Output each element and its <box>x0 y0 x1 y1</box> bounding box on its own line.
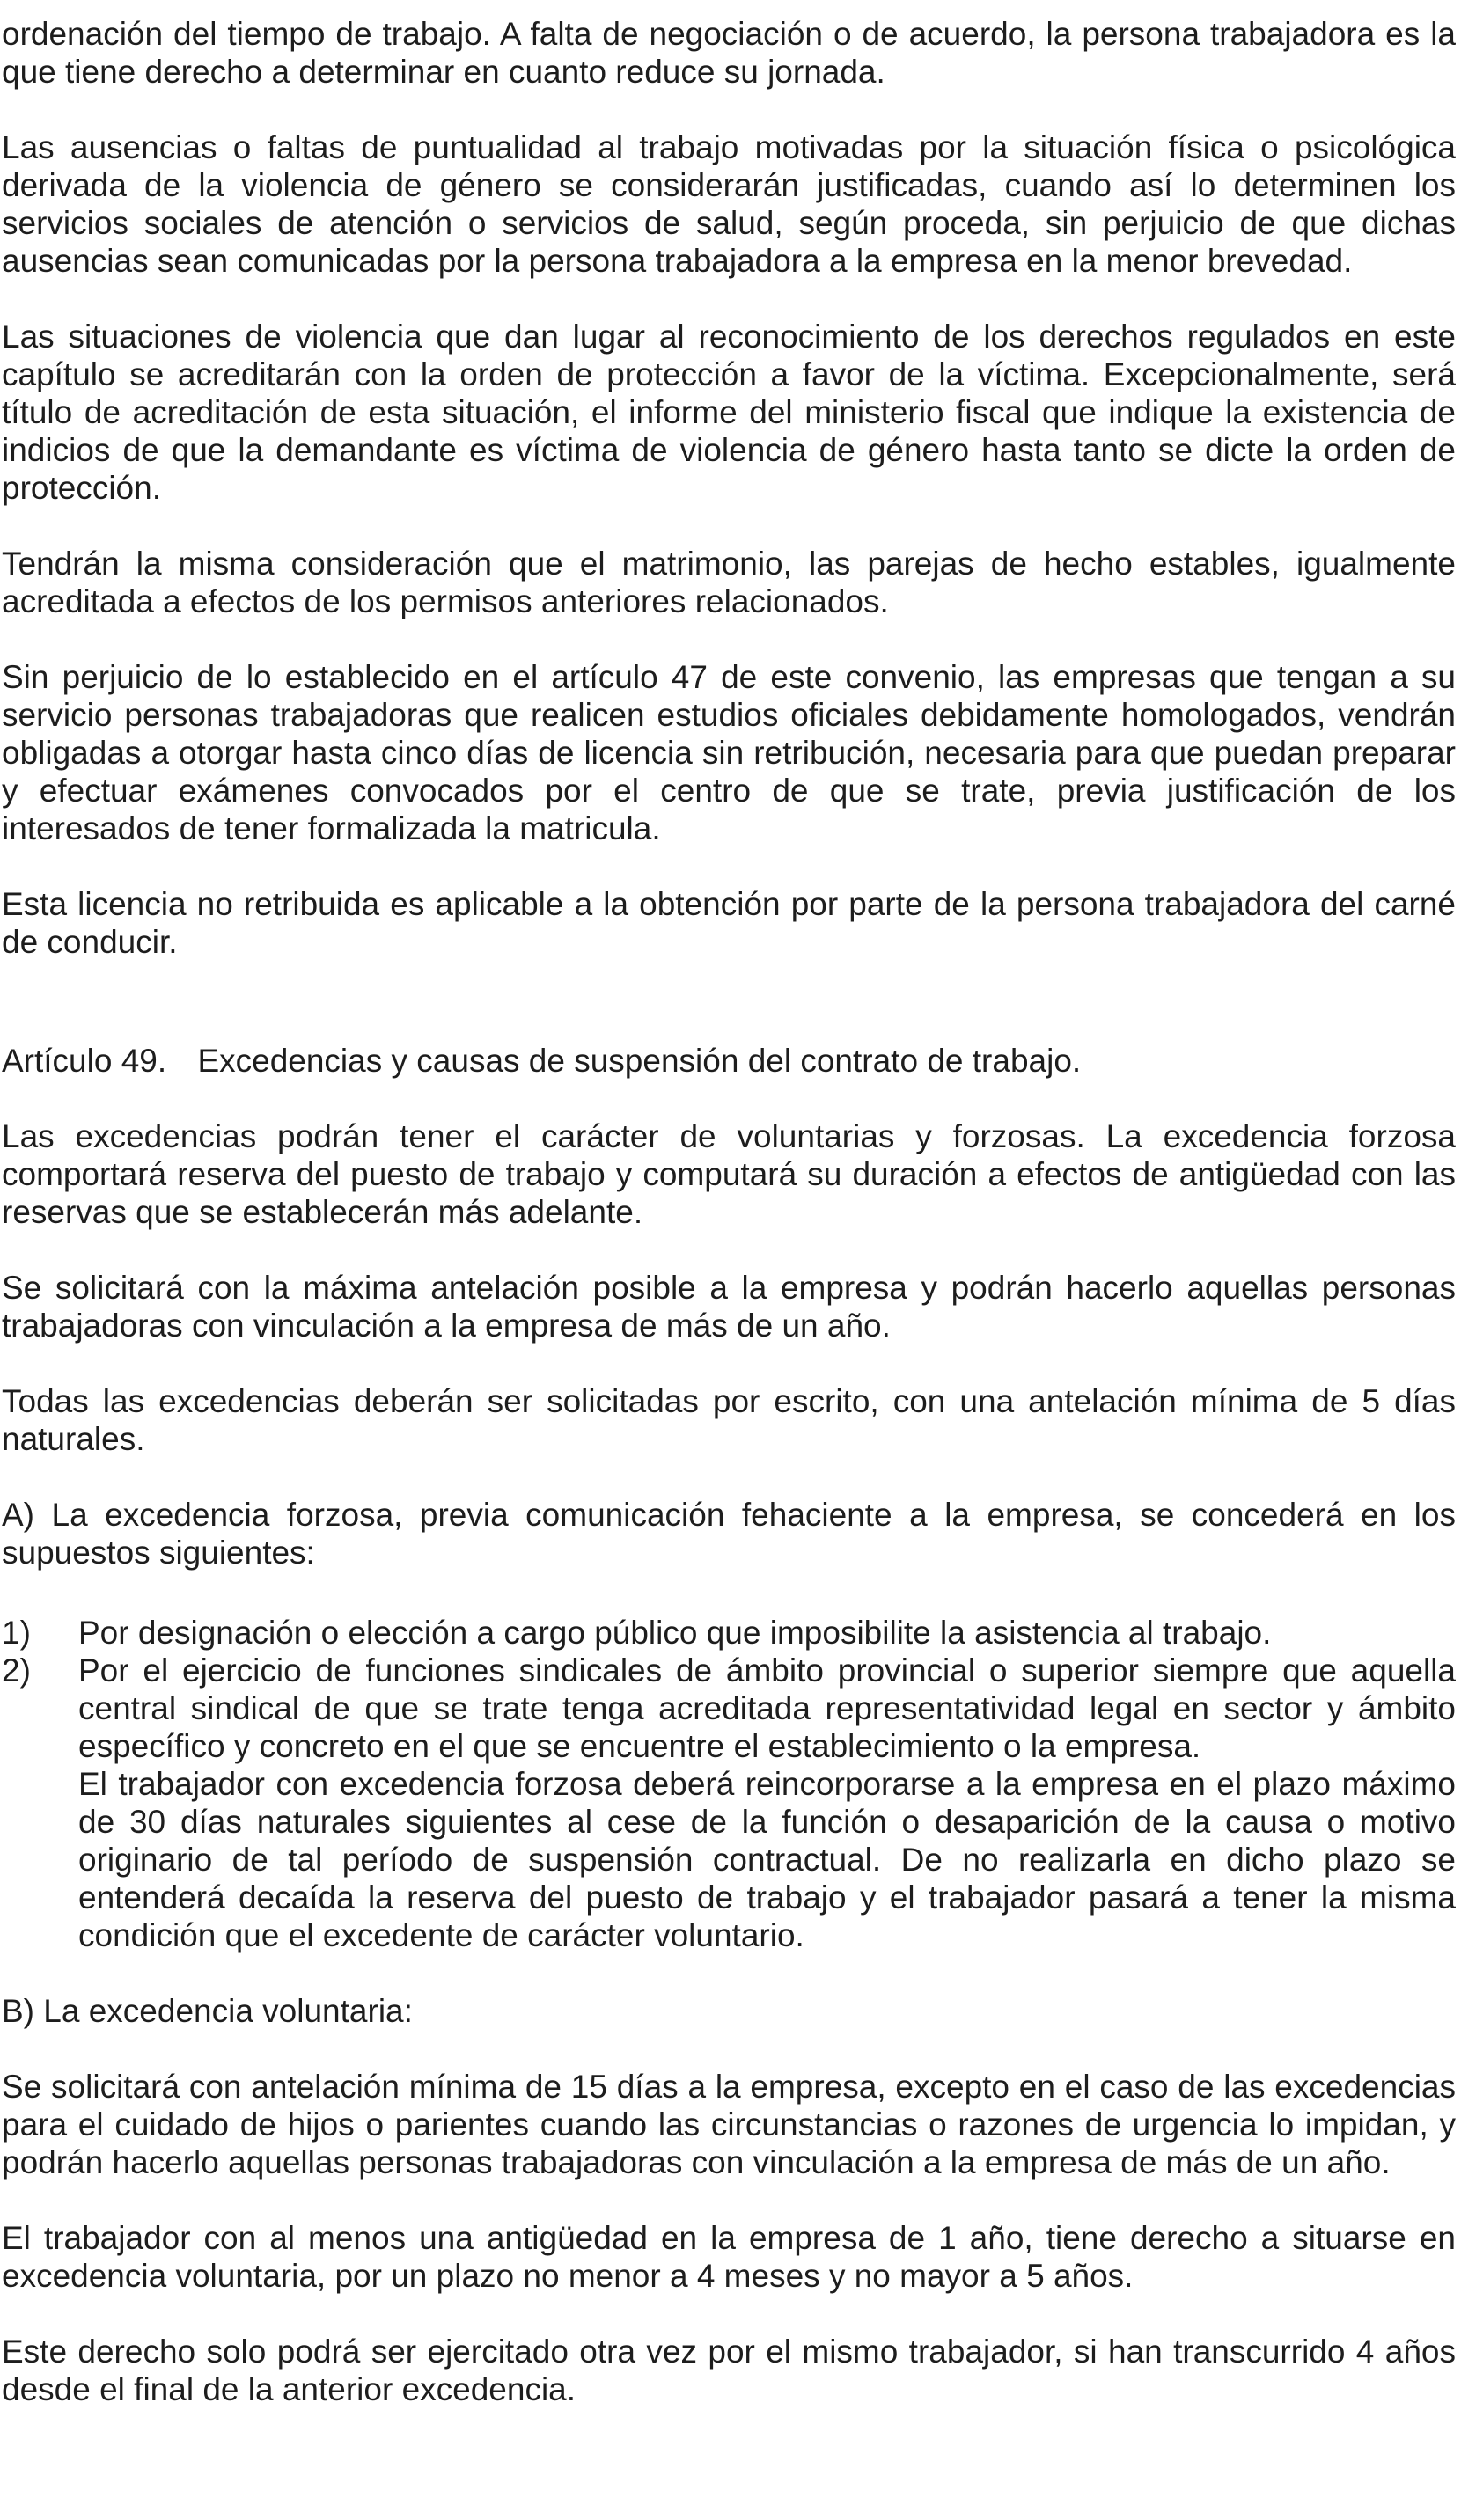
paragraph: Las excedencias podrán tener el carácter de voluntarias y forzosas. La excedencia forzosa comportará reserva del puesto de trabajo y computará su duración a efectos de antigüedad con las reservas que se establecerán más adelante. <box>2 1118 1456 1230</box>
paragraph: Esta licencia no retribuida es aplicable a la obtención por parte de la persona trabajadora del carné de conducir. <box>2 886 1456 960</box>
list-marker: 1) <box>2 1615 31 1651</box>
list-item <box>2 1614 1456 1652</box>
paragraph: Este derecho solo podrá ser ejercitado otra vez por el mismo trabajador, si han transcurrido 4 años desde el final de la anterior excedencia. <box>2 2333 1456 2407</box>
list-item-text: Por designación o elección a cargo público que imposibilite la asistencia al trabajo. <box>78 1615 1272 1651</box>
paragraph: Las situaciones de violencia que dan lugar al reconocimiento de los derechos regulados en este capítulo se acreditarán con la orden de protección a favor de la víctima. Excepcionalmente, será título de acreditación de esta situación, el informe del ministerio fiscal que indique la existencia de indicios de que la demandante es víctima de violencia de género hasta tanto se dicte la orden de protección. <box>2 319 1456 506</box>
ordered-list <box>2 1614 1456 1954</box>
paragraph: Sin perjuicio de lo establecido en el artículo 47 de este convenio, las empresas que tengan a su servicio personas trabajadoras que realicen estudios oficiales debidamente homologados, vendrán obligadas a otorgar hasta cinco días de licencia sin retribución, necesaria para que puedan preparar y efectuar exámenes convocados por el centro de que se trate, previa justificación de los interesados de tener formalizada la matricula. <box>2 659 1456 846</box>
section-b-intro: B) La excedencia voluntaria: <box>2 1993 413 2029</box>
paragraph: Se solicitará con antelación mínima de 15 días a la empresa, excepto en el caso de las excedencias para el cuidado de hijos o parientes cuando las circunstancias o razones de urgencia lo impidan, y podrán hacerlo aquellas personas trabajadoras con vinculación a la empresa de más de un año. <box>2 2069 1456 2180</box>
article-heading <box>2 1042 1456 1080</box>
section-a-intro: A) La excedencia forzosa, previa comunicación fehaciente a la empresa, se concederá en los supuestos siguientes: <box>2 1497 1456 1571</box>
paragraph: Todas las excedencias deberán ser solicitadas por escrito, con una antelación mínima de 5 días naturales. <box>2 1383 1456 1457</box>
paragraph: Tendrán la misma consideración que el matrimonio, las parejas de hecho estables, igualmente acreditada a efectos de los permisos anteriores relacionados. <box>2 546 1456 619</box>
list-item <box>2 1652 1456 1954</box>
list-item-text: Por el ejercicio de funciones sindicales de ámbito provincial o superior siempre que aquella central sindical de que se trate tenga acreditada representatividad legal en sector y ámbito específico y concreto en el que se encuentre el establecimiento o la empresa. <box>78 1652 1456 1764</box>
article-number: Artículo 49. <box>2 1043 167 1079</box>
paragraph: Las ausencias o faltas de puntualidad al trabajo motivadas por la situación física o psicológica derivada de la violencia de género se considerarán justificadas, cuando así lo determinen los servicios sociales de atención o servicios de salud, según proceda, sin perjuicio de que dichas ausencias sean comunicadas por la persona trabajadora a la empresa en la menor brevedad. <box>2 129 1456 279</box>
article-title: Excedencias y causas de suspensión del contrato de trabajo. <box>197 1043 1082 1079</box>
paragraph: ordenación del tiempo de trabajo. A falta de negociación o de acuerdo, la persona trabajadora es la que tiene derecho a determinar en cuanto reduce su jornada. <box>2 16 1456 90</box>
paragraph: El trabajador con al menos una antigüedad en la empresa de 1 año, tiene derecho a situarse en excedencia voluntaria, por un plazo no menor a 4 meses y no mayor a 5 años. <box>2 2220 1456 2294</box>
paragraph: Se solicitará con la máxima antelación posible a la empresa y podrán hacerlo aquellas personas trabajadoras con vinculación a la empresa de más de un año. <box>2 1270 1456 1344</box>
list-marker: 2) <box>2 1652 31 1689</box>
list-item-continuation: El trabajador con excedencia forzosa deberá reincorporarse a la empresa en el plazo máximo de 30 días naturales siguientes al cese de la función o desaparición de la causa o motivo originario de tal período de suspensión contractual. De no realizarla en dicho plazo se entenderá decaída la reserva del puesto de trabajo y el trabajador pasará a tener la misma condición que el excedente de carácter voluntario. <box>78 1766 1456 1953</box>
